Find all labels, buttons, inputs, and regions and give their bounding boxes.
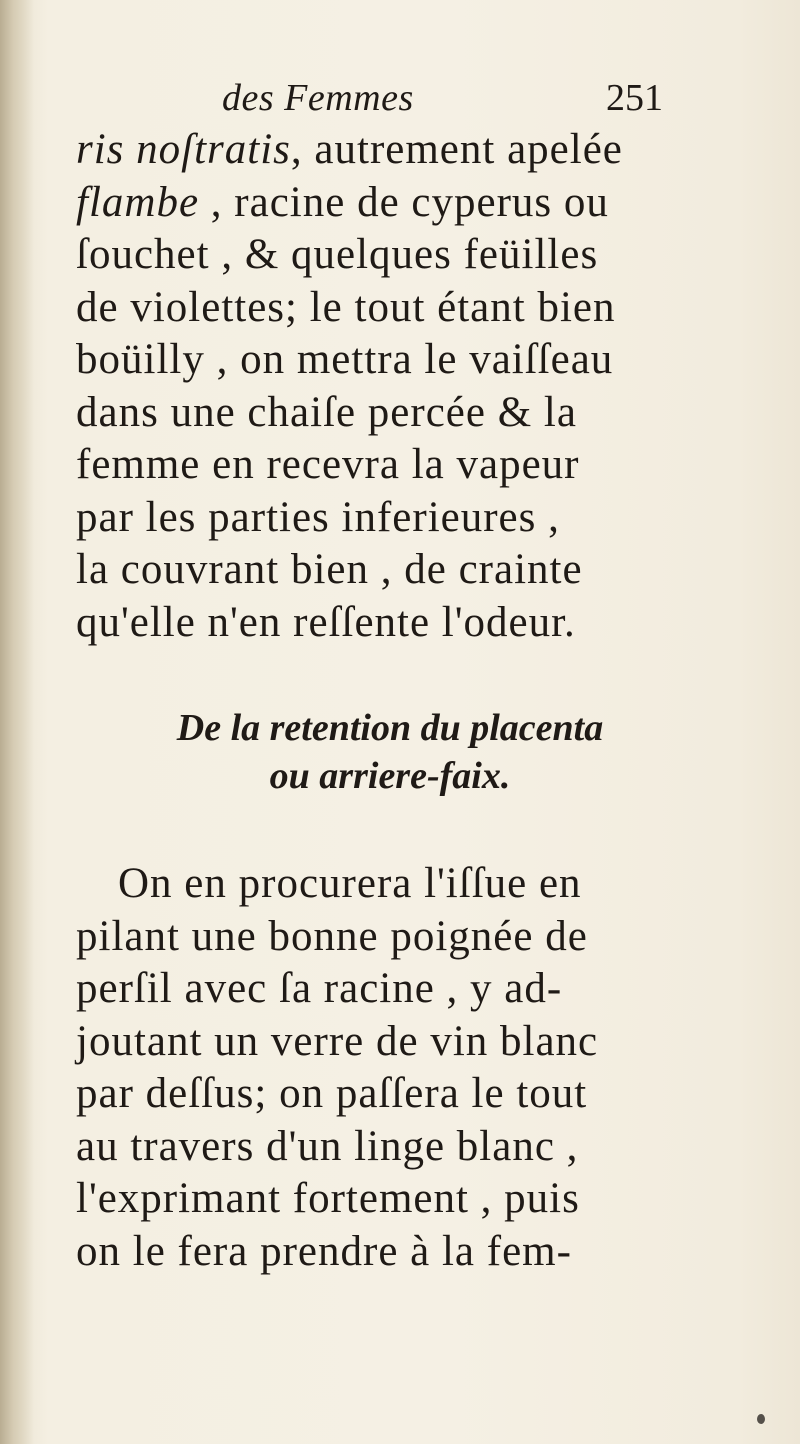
section-heading-line-2: ou arriere-faix.: [269, 755, 511, 797]
text-line: on le fera prendre à la fem-: [76, 1227, 572, 1275]
running-head: [0, 70, 800, 130]
text-line: femme en recevra la vapeur: [76, 441, 580, 488]
page-gutter: [0, 0, 34, 1444]
running-head-title: des Femmes: [222, 77, 414, 119]
text-line: joutant un verre de vin blanc: [76, 1017, 599, 1065]
text-line: de violettes; le tout étant bien: [76, 283, 616, 331]
text-line: au travers d'un linge blanc ,: [76, 1122, 579, 1170]
text-line: flambe , racine de cyperus ou: [76, 178, 609, 226]
text-line: boüilly , on mettra le vaiſſeau: [76, 336, 614, 383]
text-line: l'exprimant fortement , puis: [76, 1175, 580, 1222]
text-line: dans une chaiſe percée & la: [76, 388, 577, 436]
text-line: par les parties inferieures ,: [76, 493, 560, 541]
text-line: perſil avec ſa racine , y ad-: [76, 965, 563, 1012]
text-line: par deſſus; on paſſera le tout: [76, 1070, 588, 1117]
ink-spot: [757, 1414, 765, 1424]
paragraph-2: [76, 858, 676, 1278]
section-heading: [90, 704, 690, 800]
text-line: qu'elle n'en reſſente l'odeur.: [76, 598, 576, 646]
text-line: pilant une bonne poignée de: [76, 912, 588, 960]
text-line: la couvrant bien , de crainte: [76, 546, 583, 593]
text-line: ſouchet , & quelques feüilles: [76, 231, 599, 278]
paragraph-1: [76, 124, 676, 649]
text-line: On en procurera l'iſſue en: [118, 860, 582, 907]
page-number: 251: [606, 77, 663, 119]
text-line: ris noſtratis, autrement apelée: [76, 126, 623, 173]
section-heading-line-1: De la retention du placenta: [176, 707, 604, 749]
